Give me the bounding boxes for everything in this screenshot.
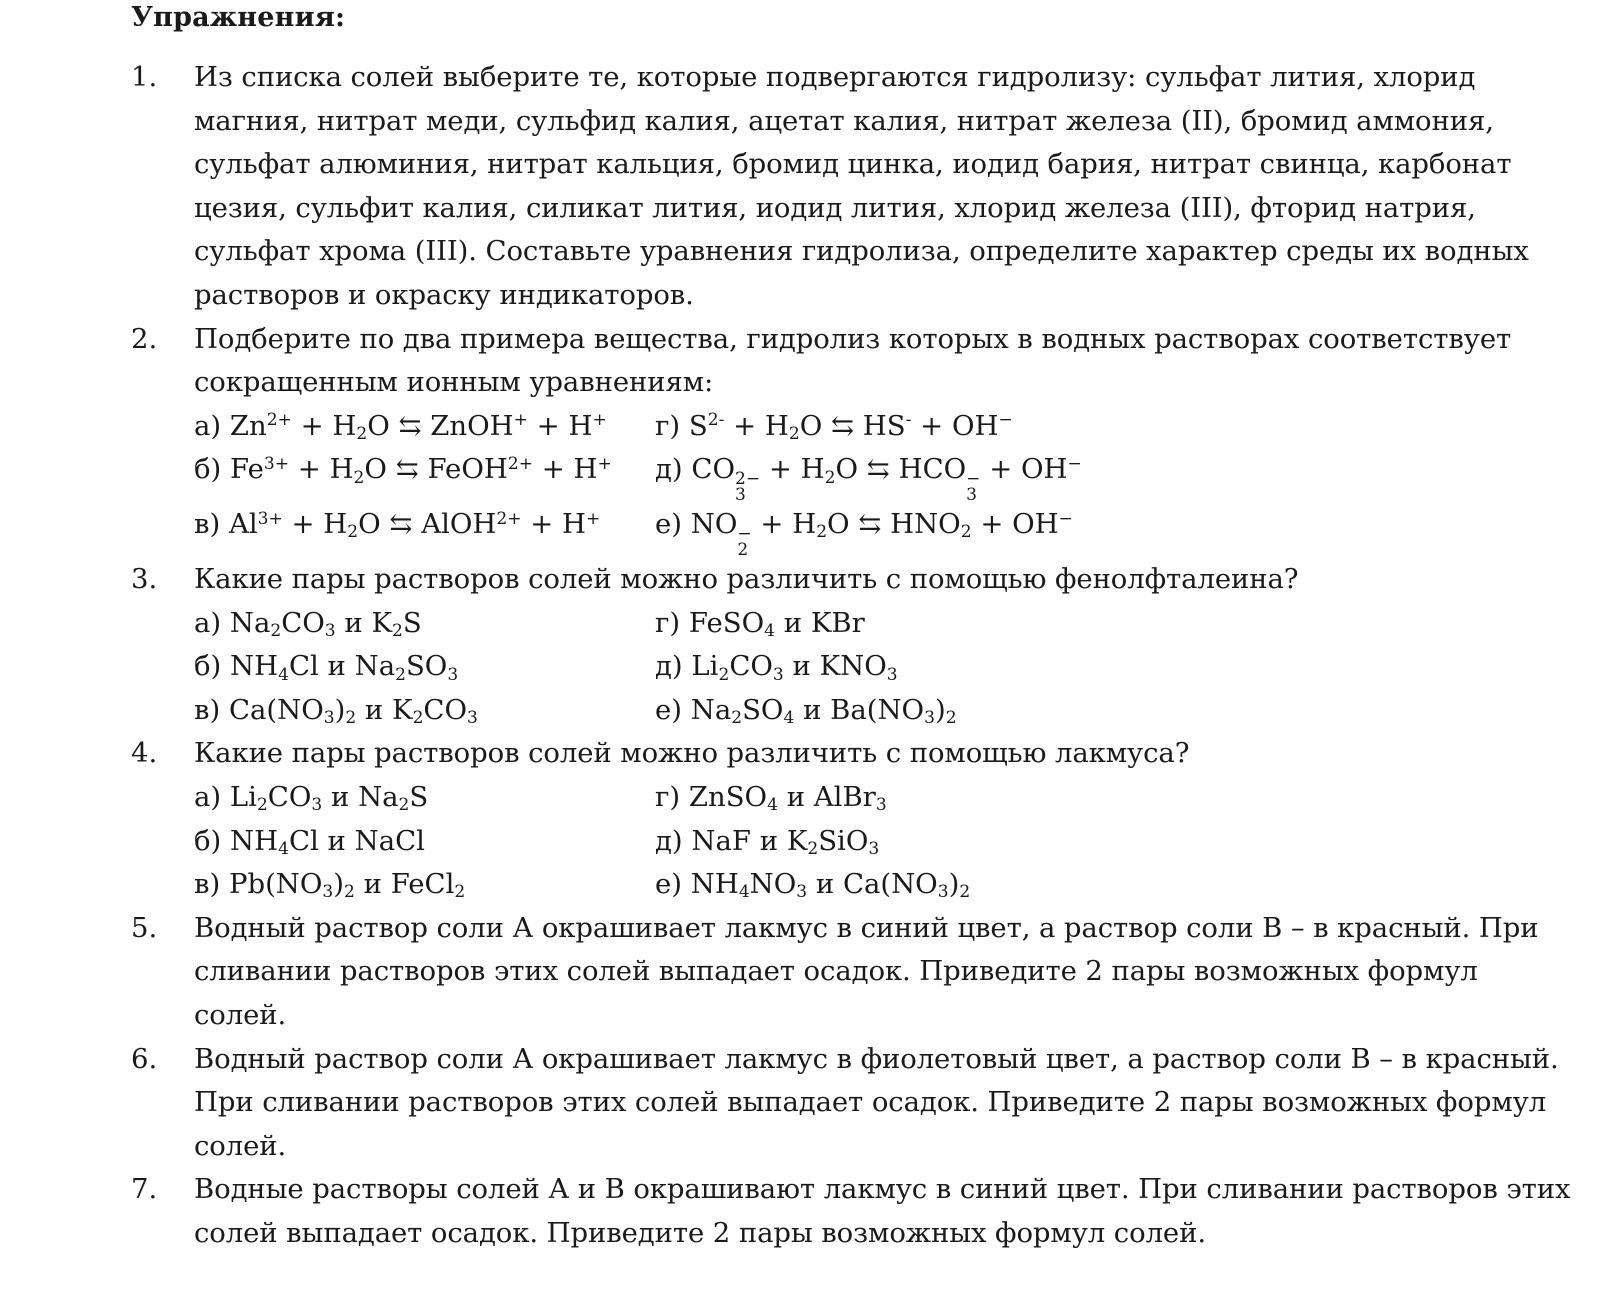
salt-pair-options — [194, 776, 1571, 907]
exercise-text: Подберите по два примера вещества, гидролиз которых в водных растворах соответствует сокращенным ионным уравнениям: — [194, 322, 1512, 399]
exercise-3 — [131, 558, 1571, 732]
equation-options — [194, 405, 1571, 558]
option-v: в) $Ca(NO_3)_2$ и $K_2CO_3$ — [194, 693, 478, 729]
option-b: б) $NH_4Cl$ и NaCl — [194, 824, 425, 859]
exercise-text: Какие пары растворов солей можно различить с помощью фенолфталеина? — [194, 563, 1299, 596]
exercise-number: 1. — [131, 61, 158, 93]
exercise-text: Водный раствор соли А окрашивает лакмус в фиолетовый цвет, а раствор соли В – в красный. При сливании растворов этих солей выпадает осадок. Приведите 2 пары возможных формул солей. — [194, 1042, 1559, 1162]
option-v: в) $Al^{3+} + H_2O$ ⇆ AlOH$^{2+}$ + H+ — [194, 508, 601, 543]
equilibrium-icon: ⇆ — [831, 409, 855, 442]
option-d: д) $Li_2CO_3$ и $KNO_3$ — [655, 650, 898, 685]
page-title: Упражнения: — [131, 2, 346, 33]
equilibrium-icon: ⇆ — [395, 453, 419, 486]
exercise-5 — [131, 907, 1571, 1038]
exercise-number: 7. — [131, 1173, 158, 1206]
option-d: д) CO 2− 3 + $H_2O$ ⇆ HCO − 3 + OH− — [655, 453, 1082, 505]
salt-pair-options — [194, 602, 1571, 733]
option-g: г) ZnSO$_4$ и AlBr$_3$ — [655, 781, 887, 816]
exercise-text: Водный раствор соли А окрашивает лакмус в синий цвет, а раствор соли В – в красный. При сливании растворов этих солей выпадает осадок. Приведите 2 пары возможных формул солей. — [194, 911, 1539, 1031]
exercise-text: Водные растворы солей А и В окрашивают лакмус в синий цвет. При сливании растворов этих солей выпадает осадок. Приведите 2 пары возможных формул солей. — [194, 1173, 1571, 1249]
option-d: д) NaF и $K_2SiO_3$ — [655, 824, 880, 859]
exercise-number: 5. — [131, 911, 158, 944]
exercise-6 — [131, 1038, 1571, 1169]
option-a: а) $Na_2CO_3$ и $K_2S$ — [194, 606, 422, 641]
option-e: е) NO − 2 + $H_2O$ ⇆ $HNO_2 + OH^-$ — [655, 508, 1073, 560]
equilibrium-icon: ⇆ — [866, 453, 890, 486]
exercise-list — [131, 56, 1571, 1256]
exercise-number: 6. — [131, 1042, 158, 1075]
exercise-1 — [131, 56, 1571, 318]
option-e: е) $NH_4NO_3$ и $Ca(NO_3)_2$ — [655, 868, 971, 903]
exercise-number: 2. — [131, 322, 158, 355]
exercise-text: Из списка солей выберите те, которые подвергаются гидролизу: сульфат лития, хлорид магния, нитрат меди, сульфид калия, ацетат калия, нитрат железа (II), бромид аммония, сульфат алюминия, нитрат кальция, бромид цинка, иодид бария, нитрат свинца, карбонат цезия, сульфит калия, силикат лития, иодид лития, хлорид железа (III), фторид натрия, сульфат хрома (III). Составьте уравнения гидролиза, определите характер среды их водных растворов и окраску индикаторов. — [194, 61, 1529, 311]
option-g: г) $S^{2-} + H_2O$ ⇆ HS- + OH− — [655, 409, 1013, 444]
exercise-7 — [131, 1168, 1571, 1255]
exercise-number: 4. — [131, 737, 158, 770]
equilibrium-icon: ⇆ — [398, 409, 422, 442]
option-a: а) $Zn^{2+} + H_2O$ ⇆ ZnOH+ + H+ — [194, 409, 607, 444]
option-e: е) $Na_2SO_4$ и $Ba(NO_3)_2$ — [655, 693, 957, 729]
option-b: б) $Fe^{3+} + H_2O$ ⇆ FeOH$^{2+}$ + H+ — [194, 453, 612, 488]
exercise-text: Какие пары растворов солей можно различить с помощью лакмуса? — [194, 737, 1190, 770]
option-a: а) $Li_2CO_3$ и $Na_2S$ — [194, 781, 429, 816]
exercise-2 — [131, 318, 1571, 559]
option-g: г) FeSO$_4$ и KBr — [655, 606, 865, 641]
equilibrium-icon: ⇆ — [858, 508, 882, 541]
option-v: в) $Pb(NO_3)_2$ и FeCl$_2$ — [194, 868, 466, 903]
exercise-number: 3. — [131, 563, 158, 596]
option-b: б) $NH_4Cl$ и $Na_2SO_3$ — [194, 650, 459, 685]
equilibrium-icon: ⇆ — [389, 508, 413, 541]
exercise-4 — [131, 732, 1571, 906]
